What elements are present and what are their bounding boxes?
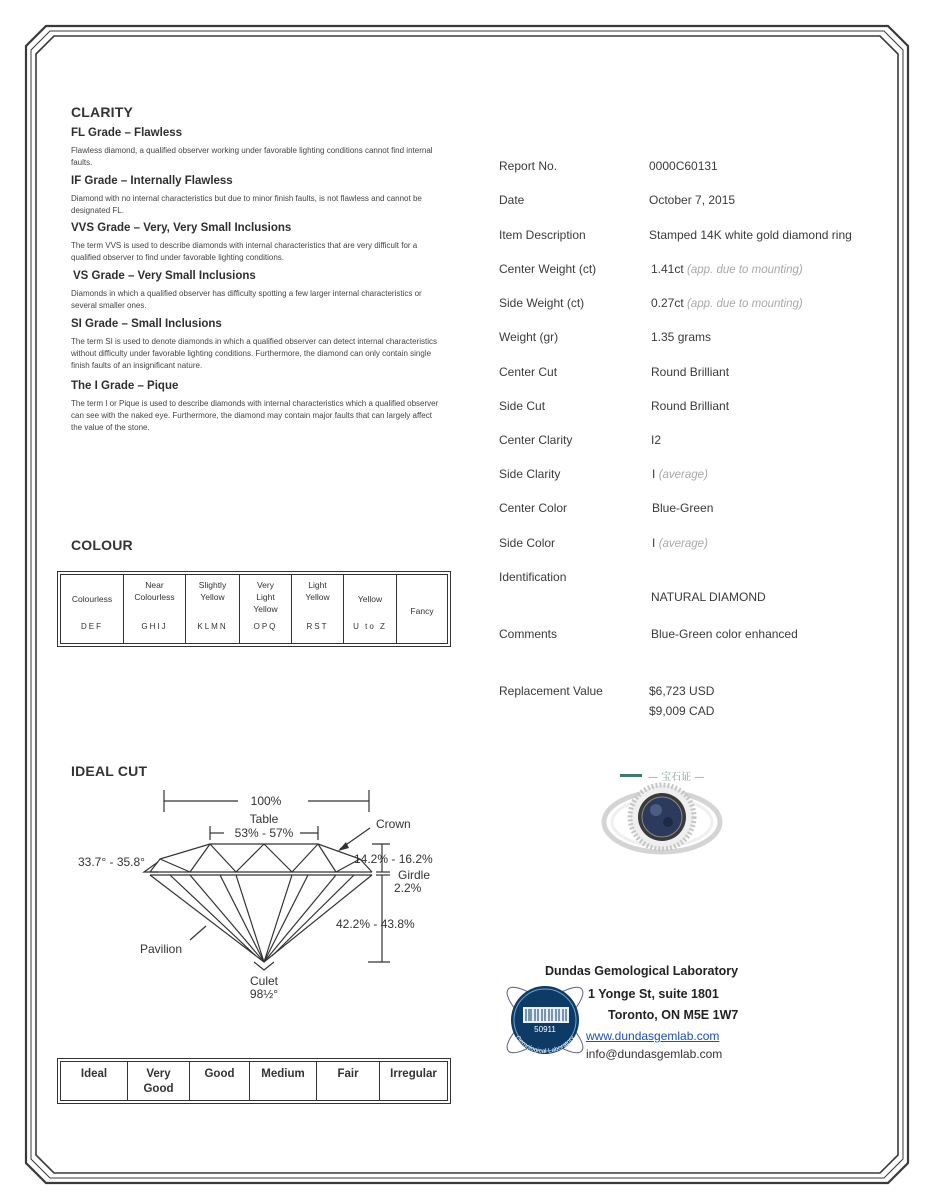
- girdle-label: Girdle: [398, 868, 431, 882]
- grade-si-desc: The term SI is used to denote diamonds in which a qualified observer can detect internal characteristics without difficulty under favorable lighting conditions. Furthermore, the diamond can only contain single finish faults of an insignificant nature.: [71, 337, 437, 370]
- replacement-cad-value: $9,009 CAD: [649, 704, 715, 718]
- center-weight-label: Center Weight (ct): [499, 262, 597, 276]
- colour-cell-name: Yellow: [357, 594, 383, 604]
- cut-grade-table: [60, 1061, 448, 1101]
- photo-stamp: — 宝石证 —: [648, 772, 705, 783]
- table-range-label: 53% - 57%: [234, 826, 294, 840]
- grade-i-title: The I Grade – Pique: [71, 380, 179, 392]
- pavilion-label: Pavilion: [140, 942, 183, 956]
- report-no-value: 0000C60131: [649, 159, 718, 173]
- colour-cell: [124, 575, 186, 643]
- culet-value-label: 98½°: [249, 987, 279, 1001]
- colour-cell-name: Near Colourless: [134, 580, 175, 602]
- weight-grams-label: Weight (gr): [499, 330, 559, 344]
- colour-cell-name: Slightly Yellow: [198, 580, 227, 602]
- colour-cell: [240, 575, 292, 643]
- colour-cell-grades: U to Z: [353, 622, 387, 631]
- grade-si-title: SI Grade – Small Inclusions: [71, 318, 222, 330]
- colour-cell: [292, 575, 344, 643]
- lab-address-line1: 1 Yonge St, suite 1801: [588, 987, 719, 1001]
- side-clarity-note: (average): [658, 469, 708, 481]
- grade-vvs-desc: The term VVS is used to describe diamonds with internal characteristics that are very difficult for a qualified observer to find under favorable lighting conditions.: [71, 241, 418, 262]
- pavilion-depth-label: 42.2% - 43.8%: [336, 917, 415, 931]
- center-clarity-label: Center Clarity: [499, 433, 573, 447]
- cut-grade-cell: Ideal: [61, 1062, 128, 1100]
- weight-grams-value: 1.35 grams: [651, 330, 712, 344]
- table-label: Table: [249, 812, 279, 826]
- side-clarity-value: I (average): [652, 467, 708, 481]
- diamond-proportions-diagram: [60, 780, 460, 1005]
- lab-seal-logo: [495, 965, 595, 1075]
- grade-fl-title: FL Grade – Flawless: [71, 127, 183, 139]
- report-no-label: Report No.: [499, 159, 558, 173]
- colour-cell: [186, 575, 240, 643]
- seal-number: 50911: [534, 1025, 556, 1034]
- replacement-value-label: Replacement Value: [499, 684, 603, 698]
- identification-value: NATURAL DIAMOND: [651, 590, 766, 604]
- side-weight-label: Side Weight (ct): [499, 296, 585, 310]
- date-value: October 7, 2015: [649, 193, 736, 207]
- item-description-value: Stamped 14K white gold diamond ring: [649, 228, 852, 242]
- colour-cell-grades: GHIJ: [141, 622, 168, 631]
- side-clarity-label: Side Clarity: [499, 467, 561, 481]
- cut-grade-cell: Fair: [317, 1062, 380, 1100]
- girdle-value-label: 2.2%: [394, 881, 422, 895]
- colour-cell-grades: OPQ: [253, 622, 278, 631]
- center-color-label: Center Color: [499, 501, 568, 515]
- cut-grade-cell: Very Good: [128, 1062, 190, 1100]
- cut-grade-cell: Irregular: [390, 1068, 437, 1080]
- center-weight-note: (app. due to mounting): [687, 264, 803, 276]
- center-clarity-value: I2: [651, 433, 662, 447]
- item-description-label: Item Description: [499, 228, 586, 242]
- seal-top-text: Dundas: [522, 975, 568, 993]
- center-color-value: Blue-Green: [652, 501, 714, 515]
- lab-email: info@dundasgemlab.com: [586, 1047, 723, 1061]
- side-cut-label: Side Cut: [499, 399, 546, 413]
- center-cut-value: Round Brilliant: [651, 365, 730, 379]
- colour-cell-grades: DEF: [81, 622, 103, 631]
- width-label: 100%: [250, 794, 282, 808]
- side-cut-value: Round Brilliant: [651, 399, 730, 413]
- center-cut-label: Center Cut: [499, 365, 558, 379]
- culet-label: Culet: [249, 974, 279, 988]
- seal-bottom-text: Gemological Laboratory: [513, 1034, 577, 1056]
- crown-angle-label: 33.7° - 35.8°: [78, 855, 145, 869]
- ideal-cut-heading: IDEAL CUT: [71, 763, 148, 779]
- colour-cell-name: Fancy: [410, 606, 434, 616]
- comments-value: Blue-Green color enhanced: [651, 627, 798, 641]
- colour-cell-name: Very Light Yellow: [253, 580, 278, 614]
- grade-fl-desc: Flawless diamond, a qualified observer working under favorable lighting conditions cannot find internal faults.: [71, 146, 433, 167]
- grade-vs-desc: Diamonds in which a qualified observer has difficulty spotting a few larger internal characteristics or several smaller ones.: [71, 289, 422, 310]
- lab-name: Dundas Gemological Laboratory: [545, 964, 739, 978]
- side-color-value: I (average): [652, 536, 708, 550]
- lab-website-link[interactable]: www.dundasgemlab.com: [586, 1029, 720, 1043]
- lab-address-line2: Toronto, ON M5E 1W7: [608, 1008, 739, 1022]
- side-color-label: Side Color: [499, 536, 556, 550]
- colour-cell-grades: RST: [306, 622, 329, 631]
- colour-heading: COLOUR: [71, 537, 133, 553]
- colour-cell: [344, 575, 397, 643]
- replacement-usd-value: $6,723 USD: [649, 684, 715, 698]
- identification-label: Identification: [499, 570, 567, 584]
- grade-vvs-title: VVS Grade – Very, Very Small Inclusions: [71, 222, 292, 234]
- grade-if-title: IF Grade – Internally Flawless: [71, 175, 233, 187]
- side-weight-value: 0.27ct (app. due to mounting): [651, 296, 803, 310]
- side-weight-note: (app. due to mounting): [687, 298, 803, 310]
- colour-cell-name: Light Yellow: [305, 580, 330, 602]
- cut-grade-cell: Medium: [250, 1062, 317, 1100]
- colour-cell-name: Colourless: [71, 594, 113, 604]
- ring-photo: [590, 760, 735, 870]
- colour-cell-grades: KLMN: [197, 622, 228, 631]
- colour-cell: [61, 575, 124, 643]
- colour-cell: [397, 575, 447, 643]
- cut-grade-cell: Good: [190, 1062, 250, 1100]
- center-weight-value: 1.41ct (app. due to mounting): [651, 262, 803, 276]
- side-color-note: (average): [658, 538, 708, 550]
- colour-scale-table: [60, 574, 448, 644]
- grade-i-desc: The term I or Pique is used to describe diamonds with internal characteristics which a qualified observer can see with the naked eye. Furthermore, the diamond may contain major faults that can largely affect the value of the stone.: [71, 399, 439, 432]
- date-label: Date: [499, 193, 525, 207]
- grade-if-desc: Diamond with no internal characteristics but due to minor finish faults, is not flawless and cannot be designated FL.: [71, 194, 422, 215]
- crown-label: Crown: [376, 817, 411, 831]
- grade-vs-title: VS Grade – Very Small Inclusions: [73, 270, 256, 282]
- clarity-heading: CLARITY: [71, 104, 134, 120]
- comments-label: Comments: [499, 627, 558, 641]
- crown-height-label: 14.2% - 16.2%: [354, 852, 433, 866]
